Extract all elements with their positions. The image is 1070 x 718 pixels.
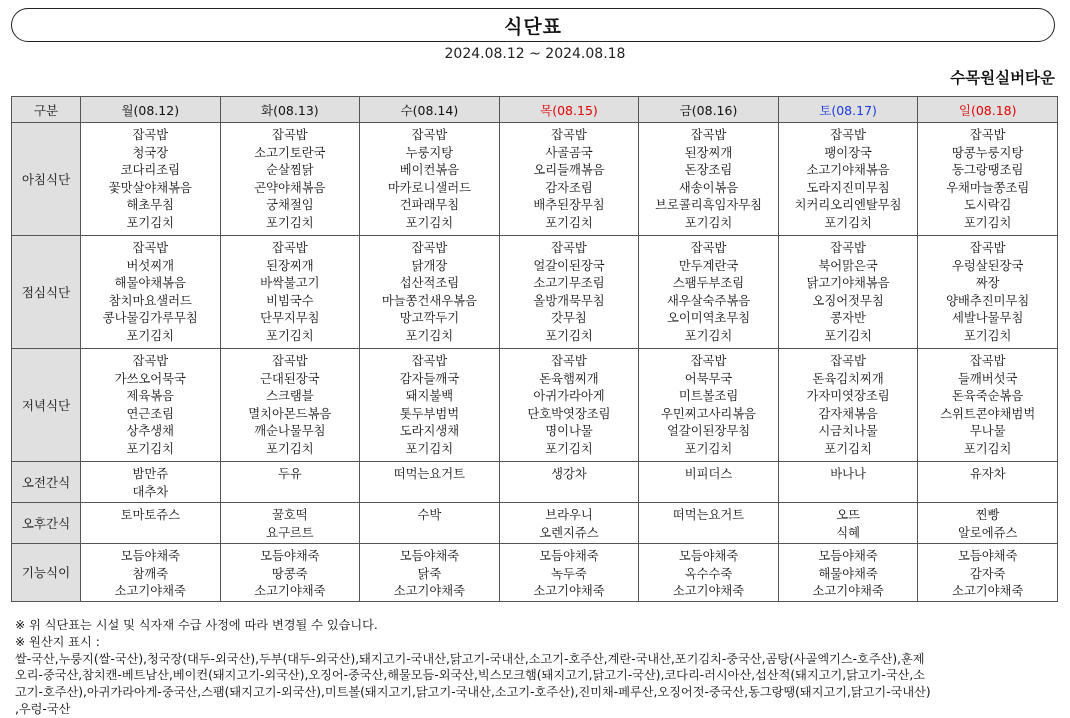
menu-item: 모듬야채죽 <box>260 549 320 563</box>
menu-item: 땅콩죽 <box>272 566 308 581</box>
menu-item: 참깨죽 <box>132 566 169 581</box>
menu-cell <box>81 349 221 462</box>
menu-item: 소고기야채죽 <box>393 584 466 599</box>
menu-item: 소고기무조림 <box>533 276 605 291</box>
menu-item: 식혜 <box>836 525 860 540</box>
menu-item: 청국장 <box>132 145 169 160</box>
meal-plan-table <box>11 96 1058 602</box>
note-line: ,우렁-국산 <box>15 701 71 716</box>
menu-item: 소고기야채죽 <box>952 584 1024 599</box>
page-title: 식단표 <box>503 15 563 38</box>
menu-item: 소고기야채죽 <box>254 584 326 599</box>
menu-item: 갓무침 <box>551 311 587 326</box>
menu-item: 새송이볶음 <box>678 180 739 195</box>
menu-item: 도라지진미무침 <box>806 180 890 195</box>
menu-cell <box>499 236 639 349</box>
menu-item: 양배추진미무침 <box>946 293 1030 308</box>
menu-item: 잡곡밥 <box>969 241 1006 255</box>
menu-item: 짜장 <box>975 276 1000 291</box>
menu-item: 섭산적조림 <box>399 276 460 291</box>
menu-item: 스위트콘야채범벅 <box>940 406 1036 421</box>
menu-item: 잡곡밥 <box>272 354 308 368</box>
note-line: ※ 위 식단표는 시설 및 식자재 수급 사정에 따라 변경될 수 있습니다. <box>15 618 378 632</box>
menu-item: 잡곡밥 <box>132 241 169 255</box>
day-header: 월(08.12) <box>81 97 221 123</box>
menu-item: 포기김치 <box>684 441 733 456</box>
menu-item: 콩나물김가루무침 <box>102 311 198 326</box>
menu-item: 시금치나물 <box>818 424 878 439</box>
menu-item: 돈장조림 <box>684 163 733 178</box>
table-row <box>12 544 1058 602</box>
menu-item: 오리들깨볶음 <box>533 163 605 178</box>
menu-item: 된장찌개 <box>684 145 733 160</box>
day-header: 목(08.15) <box>499 97 639 123</box>
menu-cell <box>778 462 918 503</box>
note-line: 쌀-국산,누룽지(쌀-국산),청국장(대두-외국산),두부(대두-외국산),돼지고기-국내산,닭고기-국내산,소고기-호주산,계란-국내산,포기김치-중국산,곰탕(사골엑기스-호주산),훈제 <box>15 651 925 666</box>
day-header: 일(08.18) <box>918 97 1058 123</box>
menu-item: 잡곡밥 <box>690 241 727 255</box>
menu-cell <box>360 236 500 349</box>
menu-item: 두유 <box>277 467 302 481</box>
menu-item: 소고기야채볶음 <box>806 163 890 178</box>
menu-item: 톳두부범벅 <box>399 406 460 421</box>
menu-item: 사골곰국 <box>545 145 593 160</box>
menu-item: 토마토쥬스 <box>120 508 180 522</box>
menu-item: 돈육죽순볶음 <box>952 389 1024 404</box>
menu-item: 포기김치 <box>266 441 314 456</box>
day-header: 금(08.16) <box>639 97 779 123</box>
row-label: 오전간식 <box>12 462 81 503</box>
menu-item: 포기김치 <box>405 441 454 456</box>
menu-item: 유자차 <box>969 467 1006 481</box>
menu-item: 포기김치 <box>266 215 314 230</box>
menu-item: 땅콩누룽지탕 <box>952 145 1024 160</box>
menu-item: 잡곡밥 <box>272 241 308 255</box>
menu-item: 요구르트 <box>266 525 314 540</box>
menu-item: 모듬야채죽 <box>539 549 599 563</box>
menu-item: 잡곡밥 <box>551 128 587 142</box>
menu-item: 배추된장무침 <box>533 198 605 213</box>
menu-item: 브로콜리흑임자무침 <box>655 198 762 213</box>
menu-item: 브라우니 <box>545 508 593 522</box>
menu-cell <box>918 349 1058 462</box>
menu-item: 포기김치 <box>126 328 175 343</box>
menu-item: 명이나물 <box>545 424 593 439</box>
menu-item: 팽이장국 <box>824 145 872 160</box>
menu-item: 포기김치 <box>824 215 872 230</box>
corner-header: 구분 <box>12 97 81 123</box>
menu-item: 마늘쫑건새우볶음 <box>381 293 477 308</box>
menu-cell <box>499 544 639 602</box>
menu-item: 오뜨 <box>836 508 860 522</box>
menu-item: 도시락김 <box>963 198 1012 213</box>
menu-item: 모듬야채죽 <box>399 549 460 563</box>
menu-item: 미트볼조림 <box>678 389 739 404</box>
menu-item: 잡곡밥 <box>551 241 587 255</box>
menu-item: 건파래무침 <box>399 198 460 213</box>
menu-cell <box>360 349 500 462</box>
menu-item: 스크램블 <box>266 389 314 404</box>
menu-cell <box>778 544 918 602</box>
menu-item: 소고기토란국 <box>254 145 326 160</box>
menu-cell <box>360 503 500 544</box>
menu-item: 소고기야채죽 <box>114 584 186 599</box>
menu-cell <box>918 123 1058 236</box>
menu-item: 포기김치 <box>963 441 1012 456</box>
table-row <box>12 236 1058 349</box>
menu-item: 단호박엿장조림 <box>527 406 611 421</box>
table-body <box>12 123 1058 602</box>
note-line: ※ 원산지 표시 : <box>15 634 100 649</box>
menu-cell <box>499 123 639 236</box>
menu-item: 바싹불고기 <box>260 276 320 291</box>
menu-cell <box>499 462 639 503</box>
menu-item: 잡곡밥 <box>830 354 866 368</box>
menu-item: 잡곡밥 <box>830 241 866 255</box>
menu-cell <box>639 503 779 544</box>
day-header: 토(08.17) <box>778 97 918 123</box>
menu-cell <box>81 503 221 544</box>
menu-cell <box>499 349 639 462</box>
menu-item: 잡곡밥 <box>551 354 587 368</box>
menu-cell <box>778 123 918 236</box>
table-row <box>12 503 1058 544</box>
row-label: 점심식단 <box>12 236 81 349</box>
menu-item: 잡곡밥 <box>969 354 1006 368</box>
menu-item: 비피더스 <box>684 467 733 481</box>
menu-cell <box>918 462 1058 503</box>
menu-cell <box>81 544 221 602</box>
date-range: 2024.08.12 ~ 2024.08.18 <box>444 46 626 62</box>
menu-item: 포기김치 <box>266 328 314 343</box>
menu-item: 포기김치 <box>824 328 872 343</box>
menu-item: 어묵무국 <box>684 371 733 386</box>
menu-item: 떠먹는요거트 <box>393 467 466 481</box>
menu-item: 콩자반 <box>830 311 866 326</box>
menu-item: 잡곡밥 <box>132 128 169 142</box>
menu-item: 닭죽 <box>417 566 442 581</box>
menu-cell <box>81 462 221 503</box>
menu-item: 치커리오리엔탈무침 <box>794 198 902 213</box>
menu-item: 동그랑땡조림 <box>952 163 1024 178</box>
menu-item: 녹두죽 <box>551 566 587 581</box>
row-label: 기능식이 <box>12 544 81 602</box>
menu-item: 아귀가라아게 <box>533 389 605 404</box>
menu-item: 오징어젓무침 <box>812 293 884 308</box>
menu-item: 돈육햄찌개 <box>539 371 599 386</box>
day-header: 화(08.13) <box>220 97 360 123</box>
menu-item: 옥수수죽 <box>684 566 733 581</box>
menu-item: 해초무침 <box>126 198 175 213</box>
menu-item: 제육볶음 <box>126 389 175 404</box>
menu-item: 잡곡밥 <box>411 128 448 142</box>
menu-item: 바나나 <box>830 467 866 481</box>
menu-cell <box>639 462 779 503</box>
menu-cell <box>918 544 1058 602</box>
menu-item: 베이컨볶음 <box>399 163 460 178</box>
menu-cell <box>778 236 918 349</box>
menu-item: 떠먹는요거트 <box>672 508 745 522</box>
menu-cell <box>81 123 221 236</box>
page-title-box <box>11 8 1055 42</box>
menu-item: 우렁살된장국 <box>952 258 1024 273</box>
menu-item: 들깨버섯국 <box>957 371 1018 386</box>
menu-item: 알로에쥬스 <box>957 525 1018 540</box>
menu-item: 모듬야채죽 <box>818 549 878 563</box>
menu-item: 곤약야채볶음 <box>254 180 326 195</box>
menu-item: 버섯찌개 <box>126 258 175 273</box>
menu-item: 소고기야채죽 <box>533 584 605 599</box>
menu-cell <box>220 236 360 349</box>
table-row <box>12 123 1058 236</box>
menu-item: 스팸두부조림 <box>672 276 745 291</box>
menu-item: 포기김치 <box>824 441 872 456</box>
menu-cell <box>499 503 639 544</box>
menu-item: 얼갈이된장무침 <box>666 424 751 439</box>
menu-item: 해물야채죽 <box>818 566 878 581</box>
menu-item: 만두계란국 <box>678 258 739 273</box>
menu-item: 꿀호떡 <box>272 508 308 522</box>
menu-cell <box>639 123 779 236</box>
menu-item: 감자채볶음 <box>818 406 878 421</box>
menu-cell <box>220 544 360 602</box>
menu-item: 순살찜닭 <box>266 163 314 178</box>
menu-cell <box>220 462 360 503</box>
menu-item: 코다리조림 <box>120 163 180 178</box>
row-label: 저녁식단 <box>12 349 81 462</box>
menu-item: 포기김치 <box>545 441 593 456</box>
table-header-row <box>12 97 1058 123</box>
menu-item: 해물야채볶음 <box>114 276 186 291</box>
table-row <box>12 462 1058 503</box>
menu-item: 생강차 <box>551 467 587 481</box>
menu-item: 궁채절임 <box>266 198 314 213</box>
menu-item: 올방개묵무침 <box>533 293 605 308</box>
menu-item: 오렌지쥬스 <box>539 525 599 540</box>
menu-item: 닭개장 <box>411 258 448 273</box>
menu-item: 모듬야채죽 <box>120 549 180 563</box>
menu-item: 돼지불백 <box>405 389 454 404</box>
menu-item: 모듬야채죽 <box>957 549 1018 563</box>
menu-cell <box>220 123 360 236</box>
menu-cell <box>220 349 360 462</box>
menu-item: 근대된장국 <box>260 371 320 386</box>
menu-item: 단무지무침 <box>260 311 320 326</box>
menu-item: 잡곡밥 <box>132 354 169 368</box>
notes-section <box>15 617 1059 718</box>
menu-item: 북어맑은국 <box>818 258 878 273</box>
menu-cell <box>778 503 918 544</box>
menu-item: 포기김치 <box>126 215 175 230</box>
menu-item: 포기김치 <box>684 215 733 230</box>
menu-cell <box>360 123 500 236</box>
menu-item: 닭고기야채볶음 <box>806 276 890 291</box>
menu-cell <box>220 503 360 544</box>
menu-item: 수박 <box>417 508 442 522</box>
menu-item: 도라지생채 <box>399 424 460 439</box>
menu-cell <box>360 544 500 602</box>
menu-cell <box>81 236 221 349</box>
menu-cell <box>918 236 1058 349</box>
menu-item: 포기김치 <box>545 328 593 343</box>
menu-cell <box>639 236 779 349</box>
menu-item: 참치마요샐러드 <box>108 293 192 308</box>
day-header: 수(08.14) <box>360 97 500 123</box>
menu-item: 멸치아몬드볶음 <box>248 406 332 421</box>
menu-item: 잡곡밥 <box>830 128 866 142</box>
menu-item: 포기김치 <box>963 215 1012 230</box>
row-label: 오후간식 <box>12 503 81 544</box>
menu-cell <box>918 503 1058 544</box>
menu-item: 잡곡밥 <box>411 354 448 368</box>
menu-item: 깨순나물무침 <box>254 424 326 439</box>
menu-item: 감자조림 <box>545 180 593 195</box>
menu-item: 우채마늘쫑조림 <box>946 180 1030 195</box>
facility-name: 수목원실버타운 <box>950 69 1055 87</box>
menu-item: 돈육김치찌개 <box>812 371 884 386</box>
menu-item: 무나물 <box>969 424 1006 439</box>
menu-item: 찐빵 <box>975 508 1000 522</box>
table-row <box>12 349 1058 462</box>
menu-item: 마카로니샐러드 <box>387 180 471 195</box>
note-line: 오리-중국산,참치캔-베트남산,베이컨(돼지고기-외국산),오징어-중국산,해물모듬-외국산,빅스모크햄(돼지고기,닭고기-국산),코다리-러시아산,섭산적(돼지고기,닭고기-국산,소 <box>15 668 926 683</box>
menu-item: 잡곡밥 <box>690 128 727 142</box>
menu-item: 포기김치 <box>405 215 454 230</box>
menu-item: 소고기야채죽 <box>672 584 745 599</box>
menu-item: 된장찌개 <box>266 258 314 273</box>
menu-item: 포기김치 <box>545 215 593 230</box>
menu-item: 우민찌고사리볶음 <box>661 406 757 421</box>
menu-item: 가자미엿장조림 <box>806 389 890 404</box>
menu-item: 누룽지탕 <box>405 145 454 160</box>
menu-item: 잡곡밥 <box>690 354 727 368</box>
menu-item: 얼갈이된장국 <box>533 258 605 273</box>
menu-item: 포기김치 <box>684 328 733 343</box>
menu-item: 감자들깨국 <box>399 371 460 386</box>
menu-item: 오이미역초무침 <box>666 311 751 326</box>
menu-cell <box>360 462 500 503</box>
menu-item: 포기김치 <box>963 328 1012 343</box>
menu-item: 소고기야채죽 <box>812 584 884 599</box>
menu-item: 잡곡밥 <box>272 128 308 142</box>
menu-cell <box>639 544 779 602</box>
menu-item: 감자죽 <box>969 566 1006 581</box>
menu-cell <box>778 349 918 462</box>
menu-item: 밤만쥬 <box>132 467 169 481</box>
menu-item: 새우살숙주볶음 <box>666 293 751 308</box>
menu-cell <box>639 349 779 462</box>
note-line: 고기-호주산),아귀가라아게-중국산,스팸(돼지고기-외국산),미트볼(돼지고기,닭고기-국내산,소고기-호주산),진미채-페루산,오징어젓-중국산,동그랑땡(돼지고기,닭고기-국내산) <box>15 685 931 700</box>
menu-item: 포기김치 <box>405 328 454 343</box>
menu-item: 비빔국수 <box>266 293 314 308</box>
menu-item: 가쓰오어묵국 <box>114 371 186 386</box>
row-label: 아침식단 <box>12 123 81 236</box>
menu-item: 상추생채 <box>126 424 175 439</box>
menu-item: 꽃맛살야채볶음 <box>108 180 192 195</box>
menu-item: 포기김치 <box>126 441 175 456</box>
menu-item: 모듬야채죽 <box>678 549 739 563</box>
menu-item: 망고깍두기 <box>399 311 460 326</box>
menu-item: 연근조림 <box>126 406 175 421</box>
menu-item: 대추차 <box>132 484 169 499</box>
menu-item: 잡곡밥 <box>969 128 1006 142</box>
menu-item: 세발나물무침 <box>952 311 1024 326</box>
menu-item: 잡곡밥 <box>411 241 448 255</box>
